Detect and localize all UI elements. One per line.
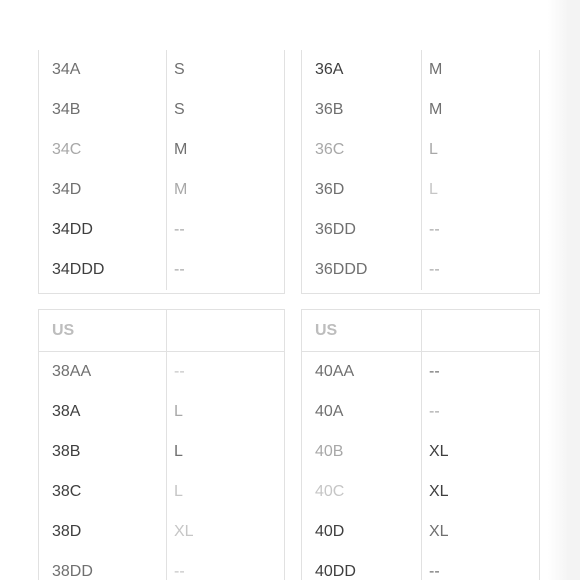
fit-size-cell: XL (166, 512, 284, 552)
band-cup-cell: 34A (52, 61, 81, 78)
band-cup-cell: 34DD (52, 221, 93, 238)
band-cup-cell: 36A (315, 61, 344, 78)
table-row (302, 472, 539, 512)
column-header-fit (421, 310, 539, 351)
table-row (39, 392, 284, 432)
table-row (39, 472, 284, 512)
table-row (39, 170, 284, 210)
table-row (39, 552, 284, 580)
fit-size-cell: S (166, 50, 284, 90)
fit-size-cell: -- (421, 392, 539, 432)
fit-size-cell: -- (421, 552, 539, 580)
column-header-us: US (52, 321, 75, 339)
fit-size-cell: -- (421, 352, 539, 392)
band-cup-cell: 36D (315, 181, 345, 198)
fit-size-cell: M (166, 130, 284, 170)
table-row (302, 130, 539, 170)
table-row (302, 90, 539, 130)
fit-size-cell: L (421, 170, 539, 210)
fit-size-cell: XL (421, 472, 539, 512)
fit-size-cell: -- (166, 210, 284, 250)
band-cup-cell: 34B (52, 101, 81, 118)
column-header-us: US (315, 321, 338, 339)
table-row (302, 512, 539, 552)
table-row (39, 352, 284, 392)
band-cup-cell: 38AA (52, 363, 92, 380)
table-row (302, 250, 539, 290)
band-cup-cell: 38C (52, 483, 82, 500)
table-row (302, 352, 539, 392)
table-row (302, 50, 539, 90)
table-header-row (39, 310, 284, 352)
column-header-fit (166, 310, 284, 351)
size-table-36 (301, 50, 540, 294)
band-cup-cell: 40C (315, 483, 345, 500)
scroll-edge-shadow (548, 0, 580, 580)
band-cup-cell: 38A (52, 403, 81, 420)
fit-size-cell: L (421, 130, 539, 170)
band-cup-cell: 38D (52, 523, 82, 540)
table-row (302, 432, 539, 472)
band-cup-cell: 34D (52, 181, 82, 198)
band-cup-cell: 36DDD (315, 261, 368, 278)
fit-size-cell: M (166, 170, 284, 210)
band-cup-cell: 34C (52, 141, 82, 158)
band-cup-cell: 36C (315, 141, 345, 158)
table-row (302, 392, 539, 432)
band-cup-cell: 40B (315, 443, 344, 460)
band-cup-cell: 34DDD (52, 261, 105, 278)
band-cup-cell: 40D (315, 523, 345, 540)
table-row (39, 130, 284, 170)
fit-size-cell: L (166, 472, 284, 512)
fit-size-cell: XL (421, 432, 539, 472)
band-cup-cell: 38DD (52, 563, 93, 580)
table-row (39, 250, 284, 290)
size-table-38 (38, 309, 285, 580)
band-cup-cell: 36DD (315, 221, 356, 238)
fit-size-cell: M (421, 90, 539, 130)
fit-size-cell: -- (166, 552, 284, 580)
table-row (39, 512, 284, 552)
fit-size-cell: S (166, 90, 284, 130)
fit-size-cell: -- (421, 210, 539, 250)
fit-size-cell: -- (421, 250, 539, 290)
table-row (39, 432, 284, 472)
band-cup-cell: 40DD (315, 563, 356, 580)
fit-size-cell: L (166, 392, 284, 432)
table-row (39, 50, 284, 90)
fit-size-cell: L (166, 432, 284, 472)
fit-size-cell: XL (421, 512, 539, 552)
table-row (39, 90, 284, 130)
band-cup-cell: 40A (315, 403, 344, 420)
band-cup-cell: 36B (315, 101, 344, 118)
table-header-row (302, 310, 539, 352)
fit-size-cell: -- (166, 352, 284, 392)
table-row (302, 210, 539, 250)
size-table-34 (38, 50, 285, 294)
fit-size-cell: -- (166, 250, 284, 290)
size-table-40 (301, 309, 540, 580)
table-row (302, 170, 539, 210)
band-cup-cell: 40AA (315, 363, 355, 380)
table-row (302, 552, 539, 580)
fit-size-cell: M (421, 50, 539, 90)
band-cup-cell: 38B (52, 443, 81, 460)
table-row (39, 210, 284, 250)
